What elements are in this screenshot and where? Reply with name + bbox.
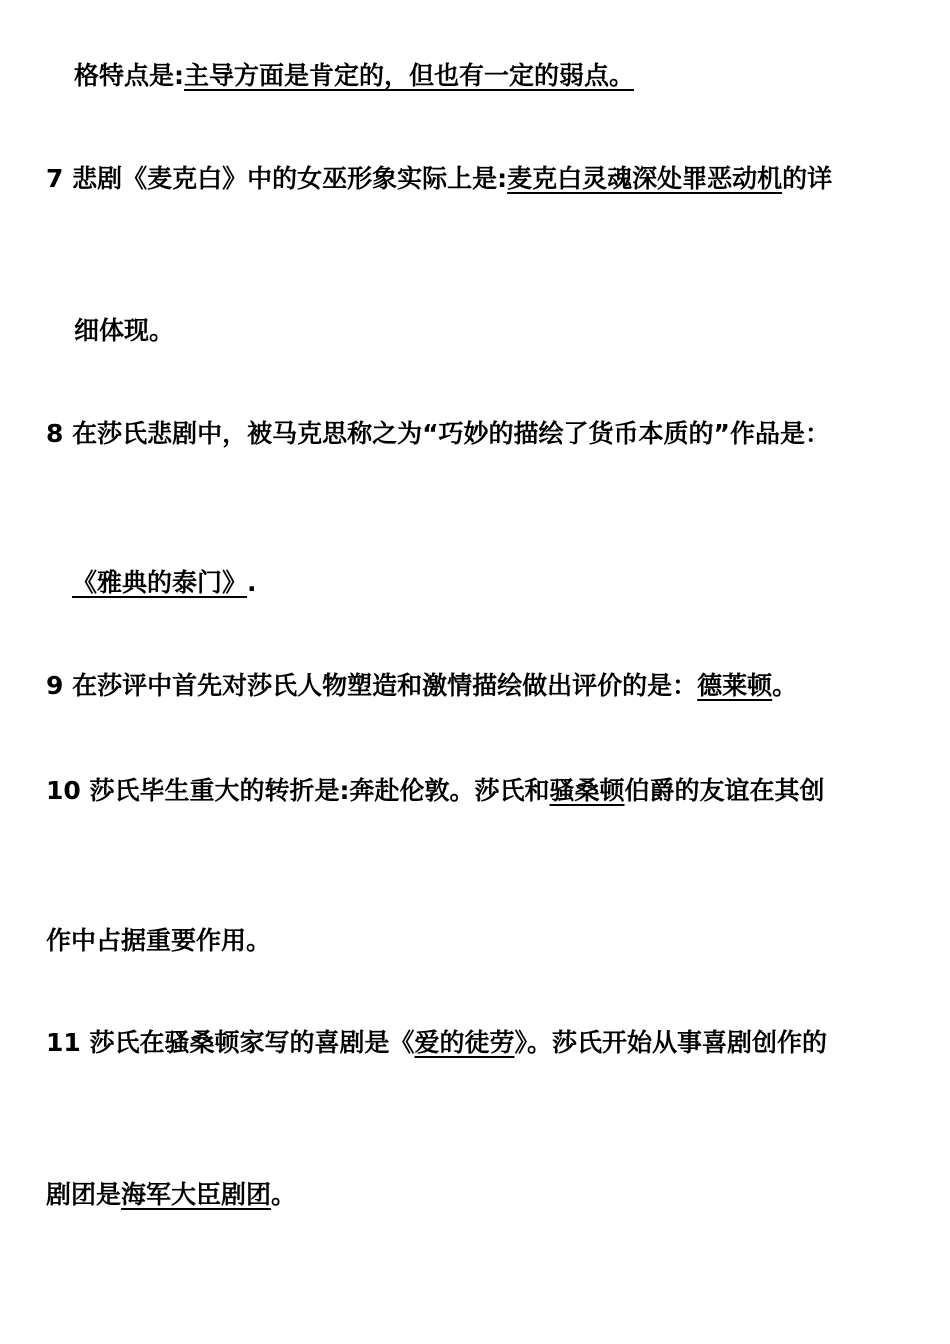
text-run: 8 在莎氏悲剧中，被马克思称之为“巧妙的描绘了货币本质的”作品是：	[46, 419, 830, 448]
text-line-2	[46, 161, 832, 197]
underlined-answer: 爱的徒劳	[414, 1028, 515, 1057]
text-line-10	[46, 1177, 296, 1213]
text-line-1	[74, 58, 634, 94]
text-run: 7 悲剧《麦克白》中的女巫形象实际上是:	[46, 164, 508, 193]
underlined-answer: 主导方面是肯定的，但也有一定的弱点。	[184, 61, 635, 90]
text-run: 剧团是	[46, 1180, 122, 1209]
text-run: 的详	[782, 164, 833, 193]
underlined-answer: 骚桑顿	[549, 776, 625, 805]
text-line-8	[46, 923, 271, 959]
text-line-3	[74, 313, 174, 349]
text-line-5	[72, 565, 257, 601]
text-run: 格特点是:	[74, 61, 184, 90]
text-run: 。	[772, 671, 798, 700]
text-run: 作中占据重要作用。	[46, 926, 272, 955]
underlined-answer: 麦克白灵魂深处罪恶动机	[507, 164, 783, 193]
text-line-6	[46, 668, 797, 704]
underlined-answer: 海军大臣剧团	[121, 1180, 272, 1209]
text-run: 9 在莎评中首先对莎氏人物塑造和激情描绘做出评价的是：	[46, 671, 698, 700]
text-line-4	[46, 416, 830, 452]
text-run: 10 莎氏毕生重大的转折是:奔赴伦敦。莎氏和	[46, 776, 550, 805]
text-line-9	[46, 1025, 827, 1061]
text-line-7	[46, 773, 825, 809]
text-run: .	[247, 568, 257, 597]
text-run: 11 莎氏在骚桑顿家写的喜剧是《	[46, 1028, 415, 1057]
text-run: 伯爵的友谊在其创	[624, 776, 825, 805]
underlined-answer: 《雅典的泰门》	[72, 568, 248, 597]
text-run: 》。莎氏开始从事喜剧创作的	[514, 1028, 828, 1057]
underlined-answer: 德莱顿	[697, 671, 773, 700]
text-run: 细体现。	[74, 316, 175, 345]
text-run: 。	[271, 1180, 297, 1209]
